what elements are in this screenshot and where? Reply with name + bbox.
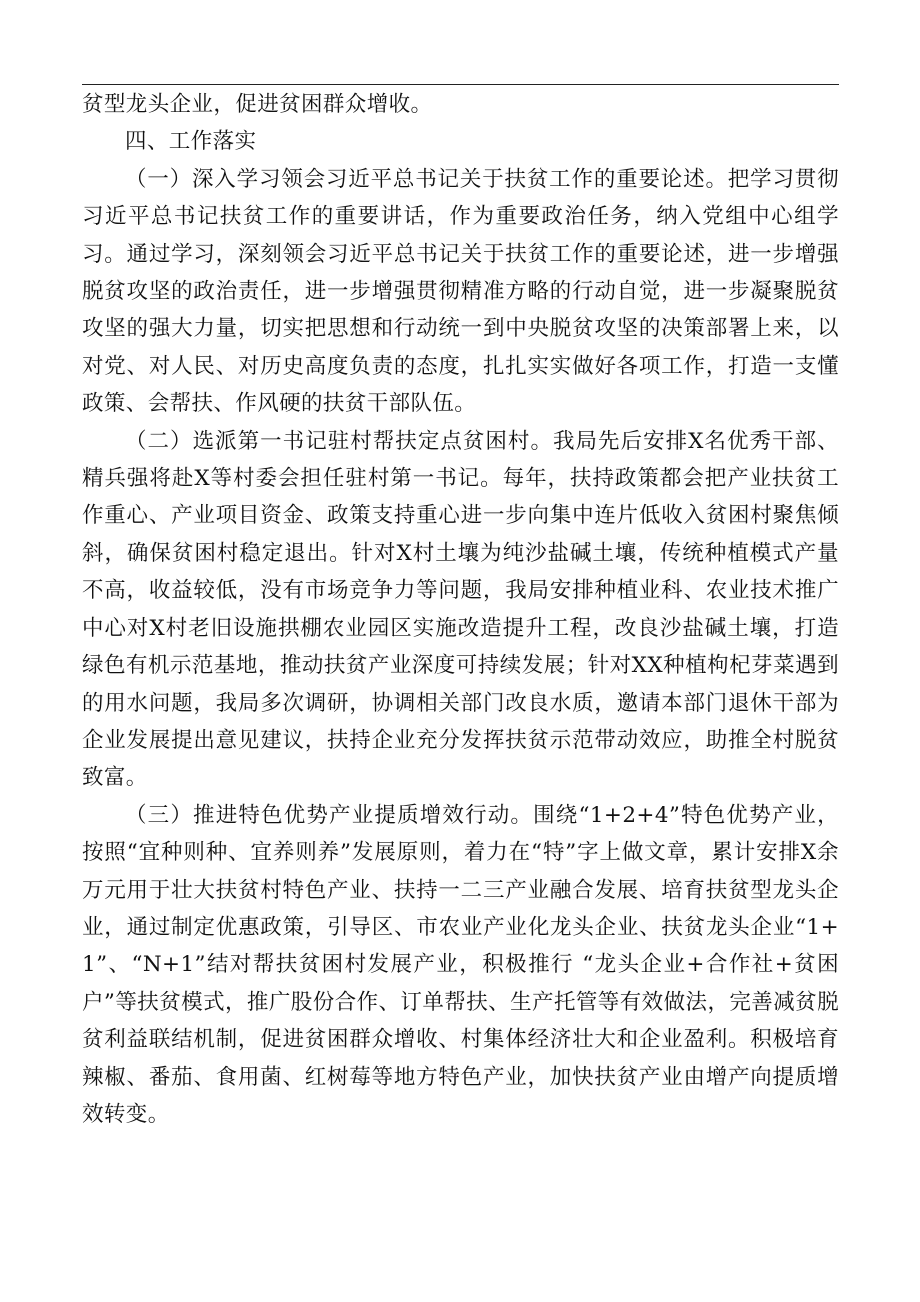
continuation-paragraph: 贫型龙头企业，促进贫困群众增收。 bbox=[82, 92, 433, 117]
paragraph-industry: （三）推进特色优势产业提质增效行动。围绕“1+2+4”特色优势产业，按照“宜种则种、宜养则养”发展原则，着力在“特”字上做文章，累计安排X余万元用于壮大扶贫村特色产业、扶持一二三产业融合发展、培育扶贫型龙头企业，通过制定优惠政策，引导区、市农业产业化龙头企业、扶贫龙头企业“1+1”、“N+1”结对帮扶贫困村发展产业，积极推行 “龙头企业+合作社+贫困户”等扶贫模式，推广股份合作、订单帮扶、生产托管等有效做法，完善减贫脱贫利益联结机制，促进贫困群众增收、村集体经济壮大和企业盈利。积极培育辣椒、番茄、食用菌、红树莓等地方特色产业，加快扶贫产业由增产向提质增效转变。 bbox=[82, 802, 839, 1127]
paragraph-first-secretary: （二）选派第一书记驻村帮扶定点贫困村。我局先后安排X名优秀干部、精兵强将赴X等村委会担任驻村第一书记。每年，扶持政策都会把产业扶贫工作重心、产业项目资金、政策支持重心进一步向集中连片低收入贫困村聚焦倾斜，确保贫困村稳定退出。针对X村土壤为纯沙盐碱土壤，传统种植模式产量不高，收益较低，没有市场竞争力等问题，我局安排种植业科、农业技术推广中心对X村老旧设施拱棚农业园区实施改造提升工程，改良沙盐碱土壤，打造绿色有机示范基地，推动扶贫产业深度可持续发展；针对XX种植枸杞芽菜遇到的用水问题，我局多次调研，协调相关部门改良水质，邀请本部门退休干部为企业发展提出意见建议，扶持企业充分发挥扶贫示范带动效应，助推全村脱贫致富。 bbox=[82, 428, 839, 791]
section-heading: 四、工作落实 bbox=[125, 129, 257, 155]
document-body bbox=[82, 86, 839, 1133]
header-rule bbox=[82, 84, 839, 85]
paragraph-study: （一）深入学习领会习近平总书记关于扶贫工作的重要论述。把学习贯彻习近平总书记扶贫工作的重要讲话，作为重要政治任务，纳入党组中心组学习。通过学习，深刻领会习近平总书记关于扶贫工作的重要论述，进一步增强脱贫攻坚的政治责任，进一步增强贯彻精准方略的行动自觉，进一步凝聚脱贫攻坚的强大力量，切实把思想和行动统一到中央脱贫攻坚的决策部署上来，以对党、对人民、对历史高度负责的态度，扎扎实实做好各项工作，打造一支懂政策、会帮扶、作风硬的扶贫干部队伍。 bbox=[82, 166, 839, 417]
